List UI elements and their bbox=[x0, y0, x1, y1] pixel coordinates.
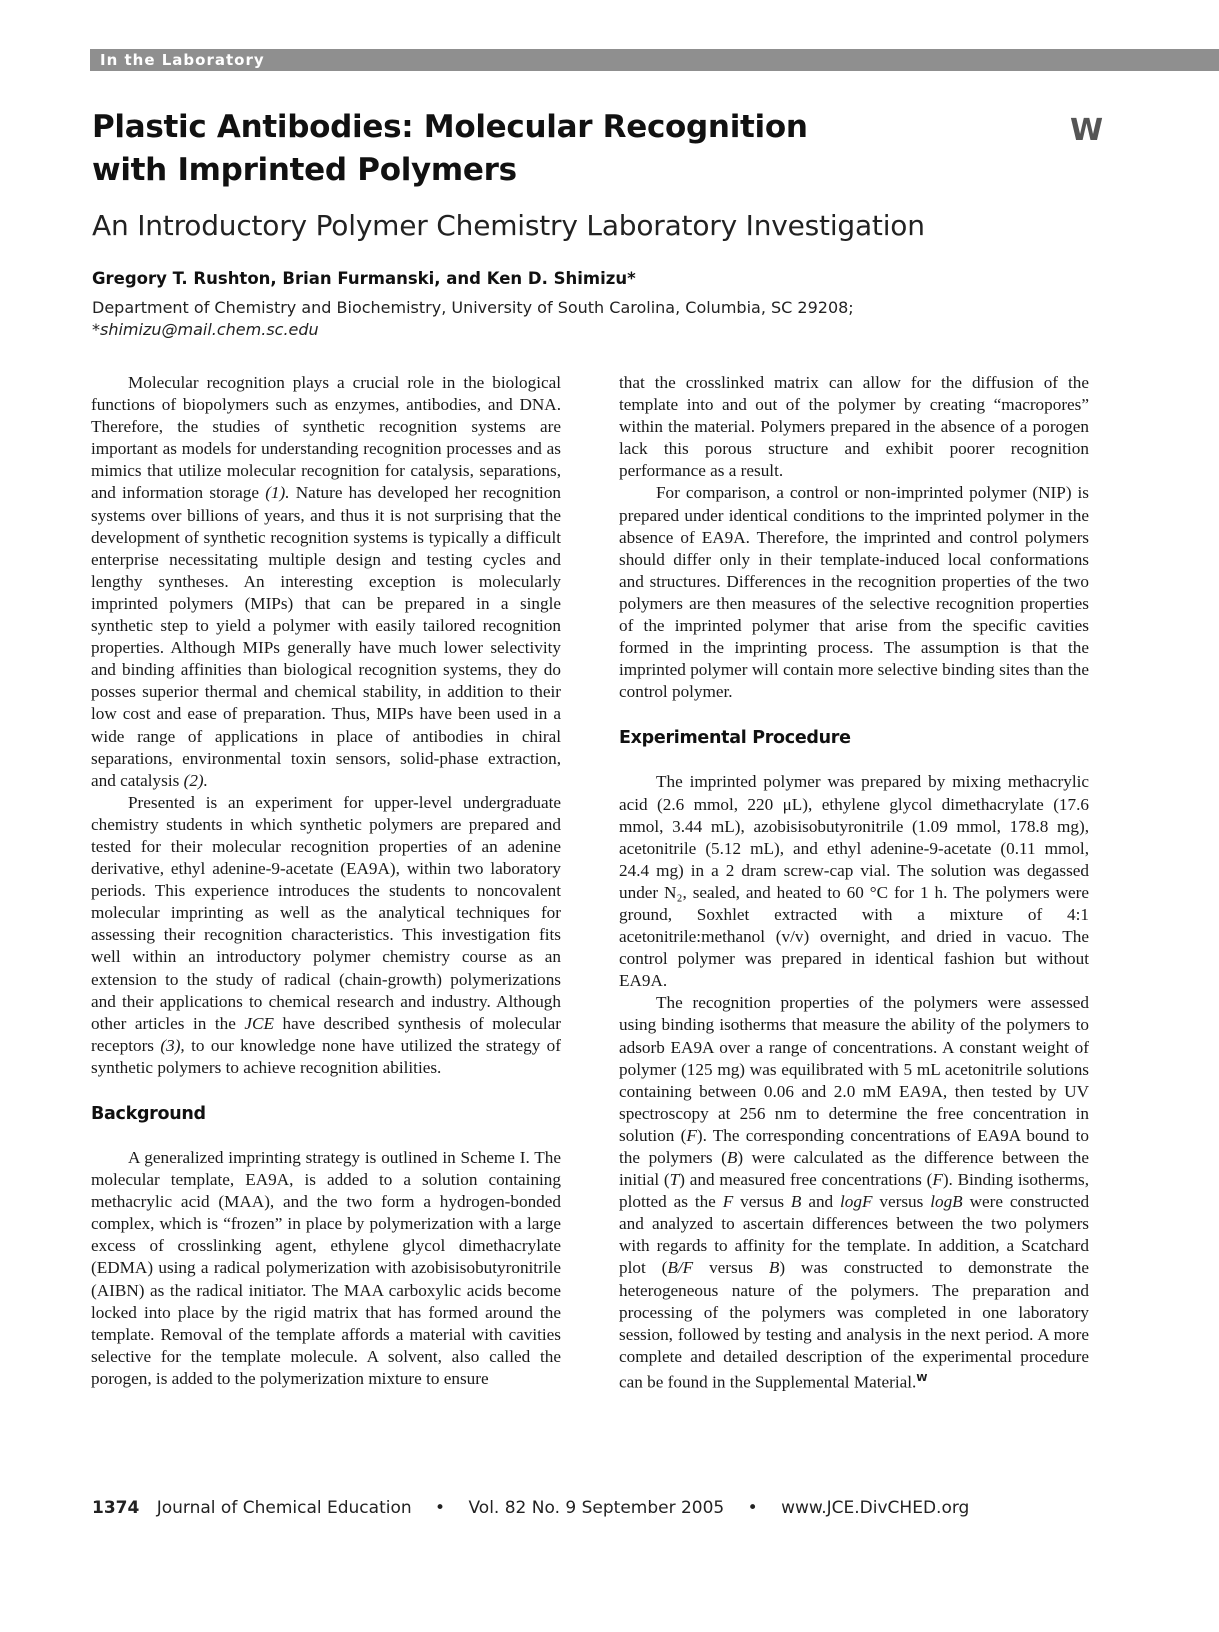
paragraph: The recognition properties of the polymers were assessed using binding isotherms that measure the ability of the polymers to adsorb EA9A over a range of concentrations. A constant weight of polymer (125 mg) was equilibrated with 5 mL acetonitrile solutions containing between 0.06 and 2.0 mM EA9A, then tested by UV spectroscopy at 256 nm to determine the free concentration in solution (F). The corresponding concentrations of EA9A bound to the polymers (B) were calculated as the difference between the initial (T) and measured free concentrations (F). Binding isotherms, plotted as the F versus B and logF versus logB were constructed and analyzed to ascertain differences between the two polymers with regards to affinity for the template. In addition, a Scatchard plot (B/F versus B) was constructed to demonstrate the heterogeneous nature of the polymers. The preparation and processing of the polymers was completed in one laboratory session, followed by testing and analysis in the next period. A more complete and detailed description of the experimental procedure can be found in the Supplemental Material.$^W$ bbox=[619, 993, 1090, 1392]
reference-citation: (1). bbox=[265, 483, 290, 503]
article-subtitle: An Introductory Polymer Chemistry Laboratory Investigation bbox=[92, 209, 925, 242]
paragraph: Molecular recognition plays a crucial role in the biological functions of biopolymers such as enzymes, antibodies, and DNA. Therefore, the studies of synthetic recognition systems are important as models for understanding recognition processes and as mimics that utilize molecular recognition for catalysis, separations, and information storage (1). Nature has developed her recognition systems over billions of years, and thus it is not surprising that the development of synthetic recognition systems is typically a difficult enterprise necessitating multiple design and testing cycles and lengthy syntheses. An interesting exception is molecularly imprinted polymers (MIPs) that can be prepared in a single synthetic step to yield a polymer with easily tailored recognition properties. Although MIPs generally have much lower selectivity and binding affinities than biological recognition systems, they do posses superior thermal and chemical stability, in addition to their low cost and ease of preparation. Thus, MIPs have been used in a wide range of applications in place of antibodies in chiral separations, environmental toxin sensors, solid-phase extraction, and catalysis (2). bbox=[91, 373, 562, 790]
article-title bbox=[92, 106, 992, 192]
right-column bbox=[619, 372, 1089, 1394]
section-label: In the Laboratory bbox=[100, 51, 265, 69]
separator-bullet: • bbox=[435, 1498, 446, 1518]
affiliation: Department of Chemistry and Biochemistry, University of South Carolina, Columbia, SC 29208; bbox=[92, 298, 854, 317]
paragraph: A generalized imprinting strategy is outlined in Scheme I. The molecular template, EA9A, is added to a solution containing methacrylic acid (MAA), and the two form a hydrogen-bonded complex, which is “frozen” in place by polymerization with a large excess of crosslinking agent, ethylene glycol dimethacrylate (EDMA) using a radical polymerization with azobisisobutyronitrile (AIBN) as the radical initiator. The MAA carboxylic acids become locked into place by the rigid matrix that has formed around the template. Removal of the template affords a material with cavities selective for the template molecule. A solvent, also called the porogen, is added to the polymerization mixture to ensure bbox=[91, 1148, 561, 1388]
journal-abbrev: JCE bbox=[244, 1013, 275, 1033]
left-column bbox=[91, 372, 561, 1390]
author-list: Gregory T. Rushton, Brian Furmanski, and Ken D. Shimizu* bbox=[92, 269, 636, 288]
contact-email: *shimizu@mail.chem.sc.edu bbox=[92, 320, 319, 339]
journal-name: Journal of Chemical Education bbox=[156, 1498, 412, 1518]
paragraph: that the crosslinked matrix can allow for the diffusion of the template into and out of the polymer by creating “macropores” within the material. Polymers prepared in the absence of a porogen lack this porous structure and exhibit poorer recognition performance as a result. bbox=[619, 373, 1089, 481]
paragraph: The imprinted polymer was prepared by mixing methacrylic acid (2.6 mmol, 220 μL), ethylene glycol dimethacrylate (17.6 mmol, 3.44 mL), azobisisobutyronitrile (1.09 mmol, 178.8 mg), acetonitrile (5.12 mL), and ethyl adenine-9-acetate (0.11 mmol, 24.4 mg) in a 2 dram screw-cap vial. The solution was degassed under N₂, sealed, and heated to 60 °C for 1 h. The polymers were ground, Soxhlet extracted with a mixture of 4:1 acetonitrile:methanol (v/v) overnight, and dried in vacuo. The control polymer was prepared in identical fashion but without EA9A. bbox=[619, 772, 1089, 991]
journal-issue: Vol. 82 No. 9 September 2005 bbox=[468, 1498, 725, 1518]
paragraph: Presented is an experiment for upper-level undergraduate chemistry students in which synthetic polymers are prepared and tested for their molecular recognition properties of an adenine derivative, ethyl adenine-9-acetate (EA9A), within two laboratory periods. This experience introduces the students to noncovalent molecular imprinting as well as the analytical techniques for assessing their recognition characteristics. This investigation fits well within an introductory polymer chemistry course as an extension to the study of radical (chain-growth) polymerizations and their applications to chemical research and industry. Although other articles in the JCE have described synthesis of molecular receptors (3), to our knowledge none have utilized the strategy of synthetic polymers to achieve recognition abilities. bbox=[91, 792, 562, 1077]
page-number: 1374 bbox=[92, 1498, 140, 1518]
web-supplement-icon: W bbox=[916, 1372, 927, 1384]
paragraph: For comparison, a control or non-imprinted polymer (NIP) is prepared under identical conditions to the imprinted polymer in the absence of EA9A. Therefore, the imprinted and control polymers should differ only in their template-induced local conformations and structures. Differences in the recognition properties of the two polymers are then measures of the selective recognition properties of the imprinted polymer that arise from the specific cavities formed in the imprinting process. The assumption is that the imprinted polymer will contain more selective binding sites than the control polymer. bbox=[619, 483, 1089, 702]
title-line-2: with Imprinted Polymers bbox=[92, 152, 517, 188]
journal-url[interactable]: www.JCE.DivCHED.org bbox=[781, 1498, 970, 1518]
title-line-1: Plastic Antibodies: Molecular Recognition bbox=[92, 109, 808, 145]
separator-bullet: • bbox=[747, 1498, 758, 1518]
heading-experimental: Experimental Procedure bbox=[619, 728, 851, 749]
heading-background: Background bbox=[91, 1104, 206, 1124]
reference-citation: (2). bbox=[183, 770, 208, 790]
section-banner bbox=[90, 49, 1219, 71]
reference-citation: (3), bbox=[160, 1035, 185, 1055]
web-supplement-icon: W bbox=[1070, 113, 1101, 148]
page-footer bbox=[92, 1496, 1142, 1520]
